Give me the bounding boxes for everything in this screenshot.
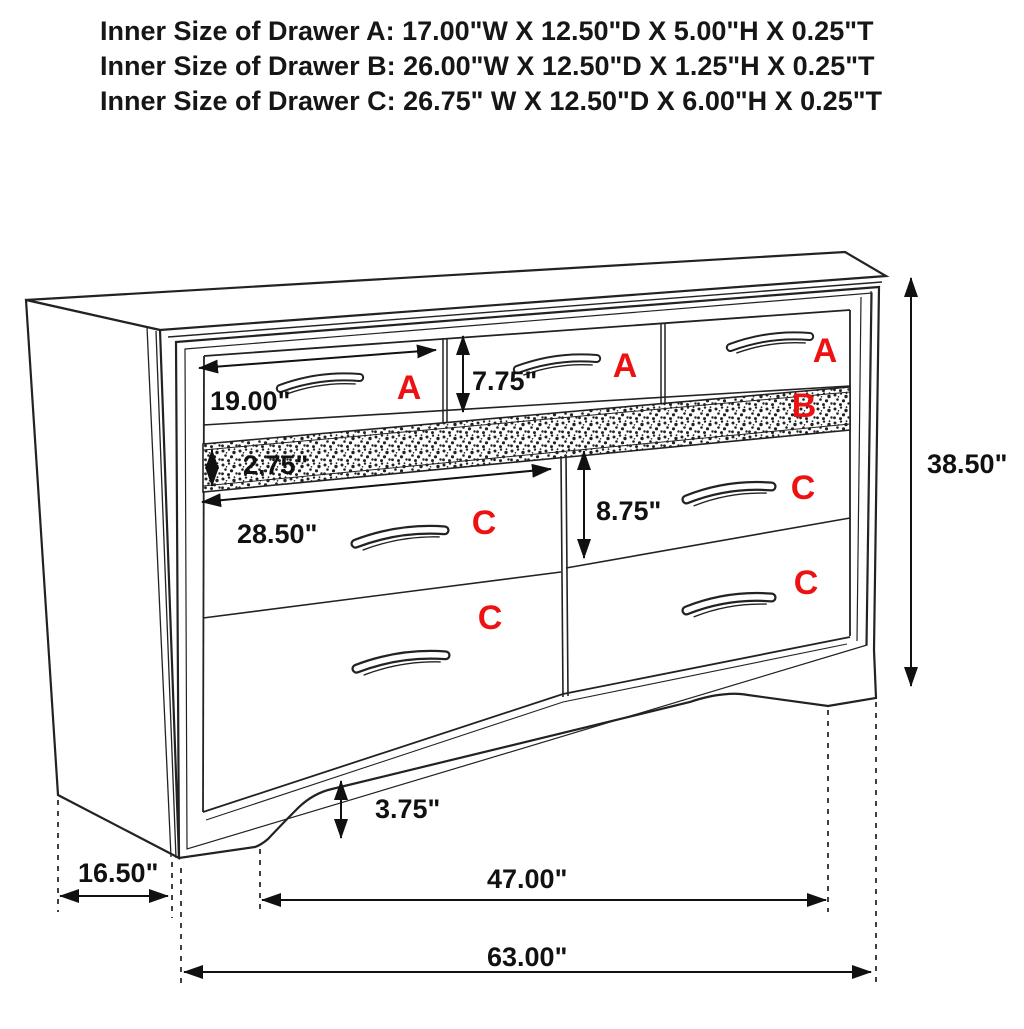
dimension-label: 47.00" [487, 864, 568, 894]
header-line-drawer-a: Inner Size of Drawer A: 17.00"W X 12.50"D X 5.00"H X 0.25"T [100, 16, 874, 46]
dimension-label: 38.50" [927, 449, 1008, 479]
dimension-label: 8.75" [596, 496, 662, 526]
dimension-label: 19.00" [210, 386, 291, 416]
drawer-b-label: B [791, 387, 817, 425]
dimension-foot-height [341, 781, 440, 838]
dimension-label: 2.75" [243, 450, 309, 480]
dimension-side-depth [60, 858, 168, 896]
drawer-c2-left-label: C [477, 599, 503, 637]
dimension-label: 7.75" [472, 366, 538, 396]
dimension-overall-height [911, 278, 1007, 686]
header-text-block [100, 14, 960, 119]
drawer-a1-label: A [396, 369, 422, 407]
dimension-label: 63.00" [487, 942, 568, 972]
drawer-a3-label: A [812, 332, 838, 370]
drawer-c1-left-label: C [471, 504, 497, 542]
drawer-a2-label: A [612, 347, 638, 385]
dimension-overall-width [184, 942, 871, 972]
dimension-label: 28.50" [237, 519, 318, 549]
cabinet-left-side-panel [26, 300, 179, 858]
header-line-drawer-c: Inner Size of Drawer C: 26.75" W X 12.50"D X 6.00"H X 0.25"T [100, 86, 883, 116]
dimension-feet-span-width [262, 864, 826, 900]
dimension-label: 16.50" [78, 858, 159, 888]
header-line-drawer-b: Inner Size of Drawer B: 26.00"W X 12.50"D X 1.25"H X 0.25"T [100, 51, 875, 81]
drawer-c1-right-label: C [790, 469, 816, 507]
drawer-c2-right-label: C [793, 564, 819, 602]
dimension-label: 3.75" [375, 794, 441, 824]
